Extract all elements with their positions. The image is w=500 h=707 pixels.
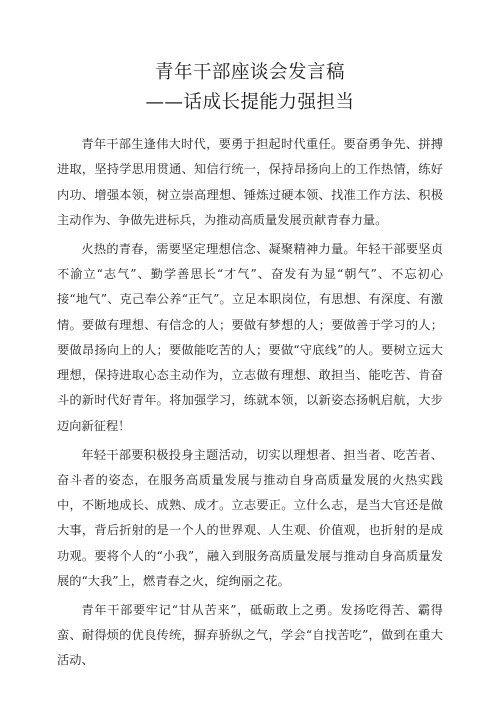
document-subtitle: ——话成长提能力强担当 bbox=[145, 92, 355, 113]
title-block bbox=[0, 58, 500, 118]
paragraph: 青年干部生逢伟大时代，要勇于担起时代重任。要奋勇争先、拼搏进取，坚持学思用贯通、知信行统一，保持昂扬向上的工作热情，练好内功、增强本领，树立崇高理想、锤炼过硬本领、找准工作方法、积极主动作为、争做先进标兵，为推动高质量发展贡献青春力量。 bbox=[57, 137, 443, 227]
paragraph: 青年干部要牢记“甘从苦来”，砥砺敢上之勇。发扬吃得苦、霸得蛮、耐得烦的优良传统，摒弃骄纵之气，学会“自找苦吃”，做到在重大活动、 bbox=[57, 602, 443, 668]
document-title: 青年干部座谈会发言稿 bbox=[154, 62, 345, 83]
paragraph: 火热的青春，需要坚定理想信念、凝聚精神力量。年轻干部要坚贞不渝立“志气”、勤学善思长“才气”、奋发有为显“朝气”、不忘初心接“地气”、克己奉公养“正气”。立足本职岗位，有思想、有深度、有激情。要做有理想、有信念的人；要做有梦想的人；要做善于学习的人；要做昂扬向上的人；要做能吃苦的人；要做“守底线”的人。要树立远大理想，保持进取心态主动作为，立志做有理想、敢担当、能吃苦、肯奋斗的新时代好青年。将加强学习，练就本领，以新姿态扬帆启航，大步迈向新征程！ bbox=[57, 241, 443, 433]
document-body bbox=[57, 132, 443, 677]
paragraph: 年轻干部要积极投身主题活动，切实以理想者、担当者、吃苦者、奋斗者的姿态，在服务高质量发展与推动自身高质量发展的火热实践中，不断地成长、成熟、成才。立志要正。立什么志，是当大官还是做大事，背后折射的是一个人的世界观、人生观、价值观，也折射的是成功观。要将个人的“小我”，融入到服务高质量发展与推动自身高质量发展的“大我”上，燃青春之火，绽绚丽之花。 bbox=[57, 447, 443, 589]
